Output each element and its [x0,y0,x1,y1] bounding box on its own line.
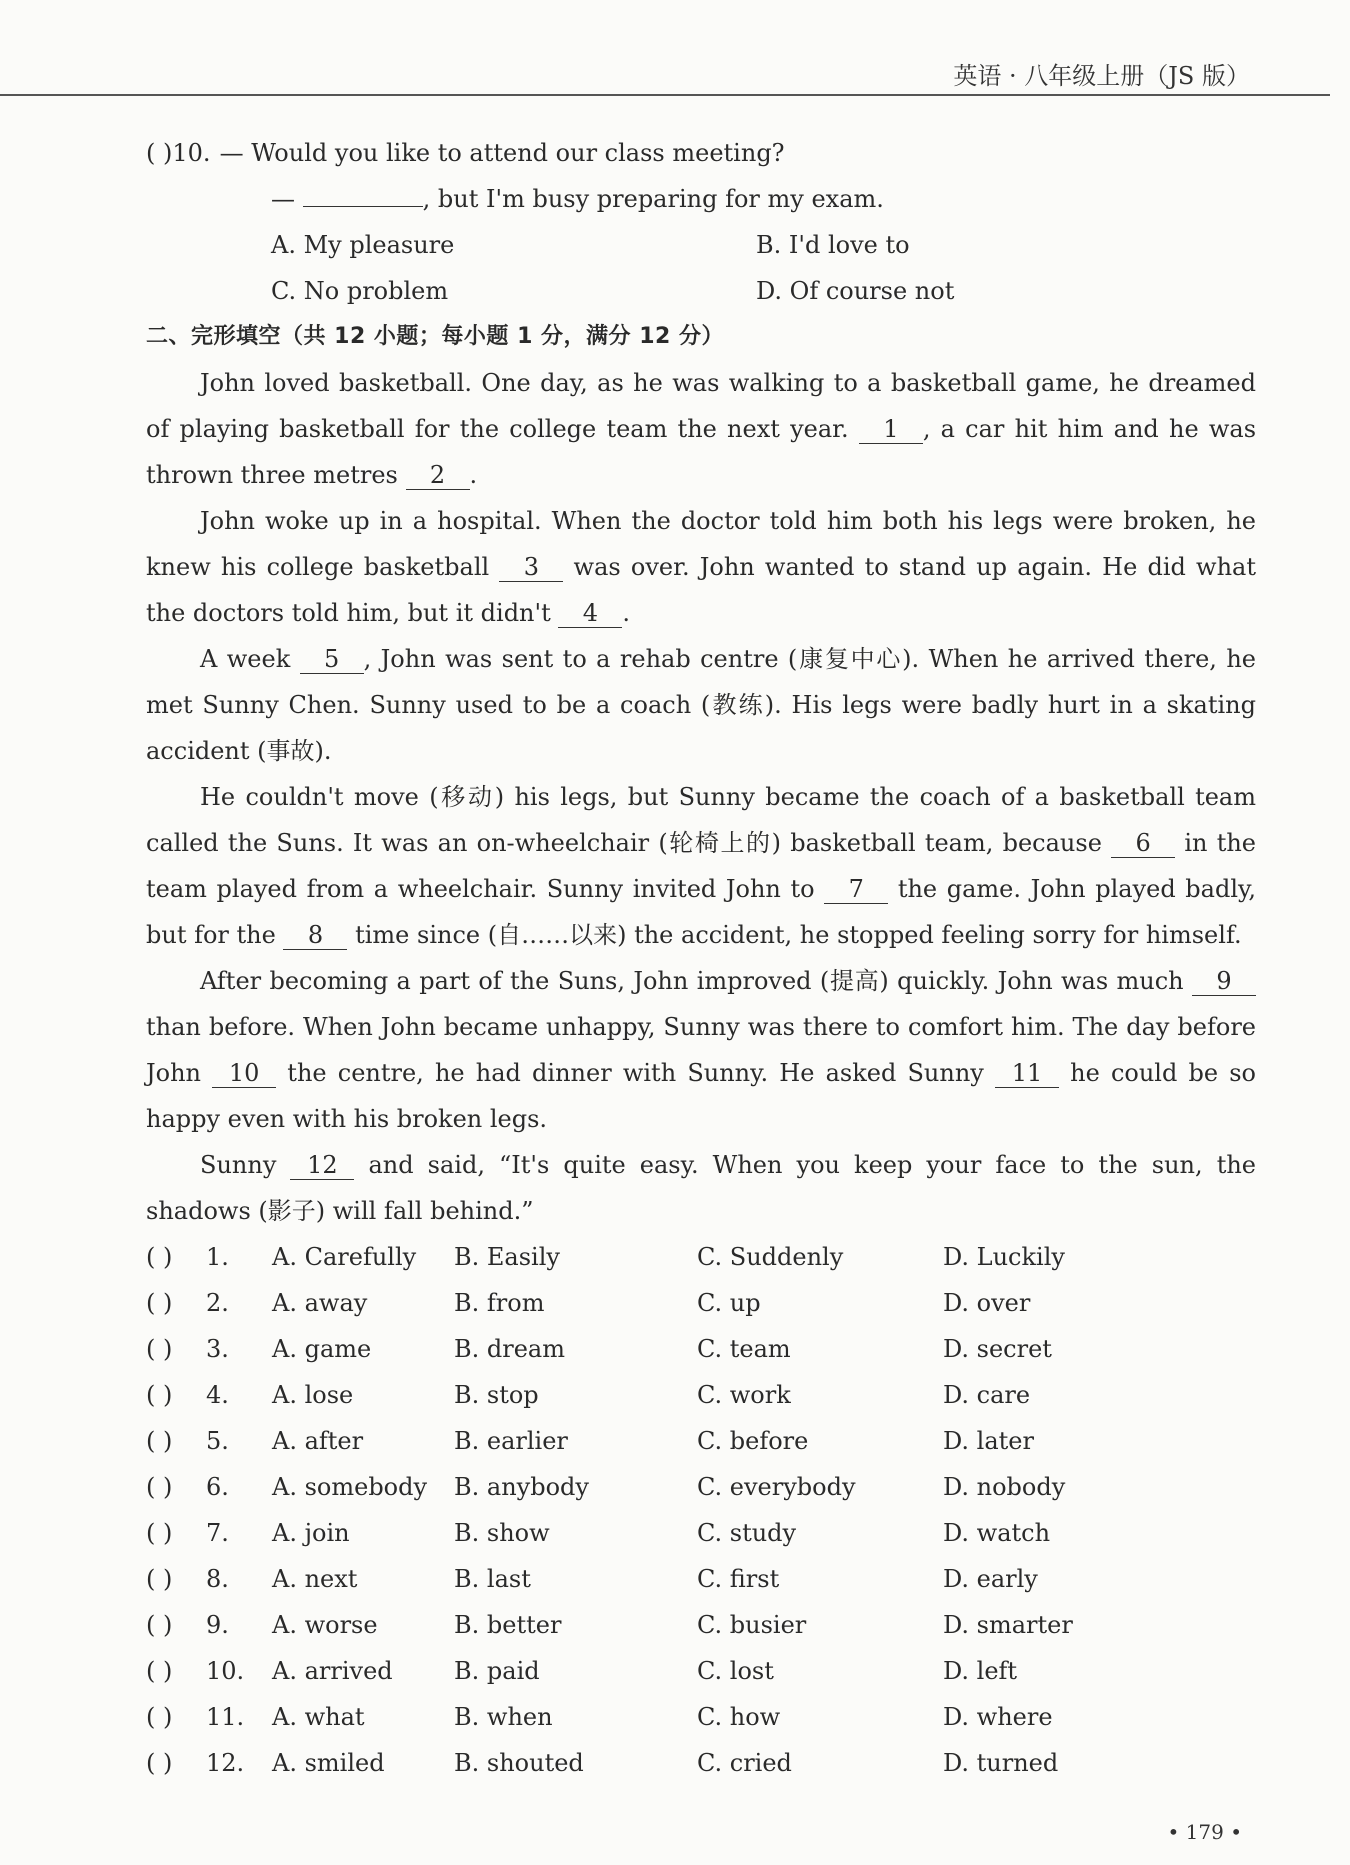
page-header [0,0,1350,95]
question-10 [146,130,1256,314]
question-10-text: — Would you like to attend our class meeting? [219,139,785,167]
blank-10[interactable]: 10 [212,1059,276,1088]
answer-bracket: ( ) [146,1473,173,1501]
option-d[interactable]: D. over [943,1289,1031,1317]
option-d[interactable]: D. secret [943,1335,1052,1363]
blank-6[interactable]: 6 [1111,829,1175,858]
option-a[interactable]: A. what [272,1703,365,1731]
question-number: 5. [206,1427,229,1455]
question-number: 10. [206,1657,245,1685]
text: He couldn't move (移动) his legs, but Sunny became the coach of a basketball team called the Suns. It was an on-wheelchair (轮椅上的) basketball team, because [146,783,1256,857]
option-c[interactable]: C. up [697,1289,761,1317]
text: John loved basketball. One day, as he was walking to a basketball game, he dreamed of playing basketball for the college team the next year. [146,369,1256,443]
options-row-2 [146,268,1256,314]
answer-bracket: ( ) [146,1289,173,1317]
option-d[interactable]: D. where [943,1703,1053,1731]
option-b[interactable]: B. last [454,1565,531,1593]
option-a[interactable]: A. next [272,1565,358,1593]
blank-5[interactable]: 5 [300,645,364,674]
option-a[interactable]: A. join [272,1519,350,1547]
choice-row [146,1418,1256,1464]
text: was over. John wanted to stand up again. He did what the doctors told him, but it didn't [146,553,1257,627]
paragraph-6 [146,1142,1256,1234]
option-a[interactable]: A. worse [272,1611,378,1639]
option-c[interactable]: C. Suddenly [697,1243,844,1271]
answer-bracket: ( ) [146,1427,173,1455]
question-number: 4. [206,1381,229,1409]
option-a[interactable]: A. smiled [272,1749,385,1777]
answer-bracket: ( ) [146,1611,173,1639]
option-b[interactable]: B. stop [454,1381,539,1409]
question-number: 11. [206,1703,245,1731]
answer-bracket: ( ) [146,1381,173,1409]
answer-bracket: ( ) [146,1749,173,1777]
page-content [146,130,1256,1786]
option-c[interactable]: C. how [697,1703,781,1731]
option-a[interactable]: A. Carefully [272,1243,417,1271]
blank-1[interactable]: 1 [859,415,923,444]
option-c[interactable]: C. study [697,1519,797,1547]
choice-row [146,1464,1256,1510]
option-b[interactable]: B. when [454,1703,553,1731]
option-b[interactable]: B. paid [454,1657,540,1685]
text: the game. John played badly, but for the [146,875,1257,949]
blank-8[interactable]: 8 [283,921,347,950]
text: in the team played from a wheelchair. Sunny invited John to [146,829,1257,903]
header-rule [0,94,1330,96]
paragraph-2 [146,498,1256,636]
answer-suffix: , but I'm busy preparing for my exam. [422,185,884,213]
book-title: 英语 · 八年级上册（JS 版） [953,62,1250,90]
option-c[interactable]: C. work [697,1381,791,1409]
blank-4[interactable]: 4 [558,599,622,628]
option-b[interactable]: B. show [454,1519,550,1547]
choice-row [146,1510,1256,1556]
choice-row [146,1648,1256,1694]
choice-row [146,1740,1256,1786]
blank-2[interactable]: 2 [406,461,470,490]
text: , a car hit him and he was thrown three metres [146,415,1257,489]
option-a[interactable]: A. My pleasure [271,231,455,259]
choice-row [146,1280,1256,1326]
question-number: 3. [206,1335,229,1363]
option-b[interactable]: B. from [454,1289,545,1317]
option-d[interactable]: D. nobody [943,1473,1066,1501]
choices-list [146,1234,1256,1786]
answer-bracket: ( )10. [146,139,211,167]
option-c[interactable]: C. lost [697,1657,774,1685]
answer-bracket: ( ) [146,1335,173,1363]
option-c[interactable]: C. everybody [697,1473,856,1501]
option-d[interactable]: D. later [943,1427,1034,1455]
text: and said, “It's quite easy. When you keep your face to the sun, the shadows (影子) will fall behind.” [146,1151,1257,1225]
option-b[interactable]: B. Easily [454,1243,560,1271]
blank-11[interactable]: 11 [995,1059,1059,1088]
blank-9[interactable]: 9 [1192,967,1256,996]
question-10-answer-line [146,176,1256,222]
option-c[interactable]: C. team [697,1335,791,1363]
question-number: 8. [206,1565,229,1593]
option-d[interactable]: D. care [943,1381,1031,1409]
choice-row [146,1234,1256,1280]
text: . [469,461,478,489]
option-c[interactable]: C. cried [697,1749,792,1777]
paragraph-4 [146,774,1256,958]
answer-blank[interactable] [303,206,423,207]
answer-bracket: ( ) [146,1565,173,1593]
option-c[interactable]: C. busier [697,1611,807,1639]
text: Sunny [200,1151,291,1179]
option-d[interactable]: D. turned [943,1749,1059,1777]
option-c[interactable]: C. before [697,1427,809,1455]
option-a[interactable]: A. somebody [272,1473,428,1501]
option-b[interactable]: B. anybody [454,1473,589,1501]
choice-row [146,1556,1256,1602]
text: A week [200,645,300,673]
question-number: 6. [206,1473,229,1501]
option-a[interactable]: A. lose [272,1381,354,1409]
text: time since (自……以来) the accident, he stopped feeling sorry for himself. [347,921,1242,949]
option-d[interactable]: D. Luckily [943,1243,1065,1271]
answer-bracket: ( ) [146,1703,173,1731]
question-number: 2. [206,1289,229,1317]
section-title: 二、完形填空（共 12 小题；每小题 1 分，满分 12 分） [146,324,724,349]
option-c[interactable]: C. No problem [271,277,449,305]
options-row-1 [146,222,1256,268]
text: After becoming a part of the Suns, John improved (提高) quickly. John was much [200,967,1192,995]
paragraph-5 [146,958,1256,1142]
text: than before. When John became unhappy, Sunny was there to comfort him. The day before John [146,1013,1256,1087]
text: , John was sent to a rehab centre (康复中心). When he arrived there, he met Sunny Chen. Sunny used to be a coach (教练). His legs were badly hurt in a skating accident (事故). [146,645,1256,765]
option-d[interactable]: D. watch [943,1519,1051,1547]
option-b[interactable]: B. I'd love to [756,231,910,259]
question-10-stem [146,130,1256,176]
option-d[interactable]: D. smarter [943,1611,1073,1639]
text: John woke up in a hospital. When the doctor told him both his legs were broken, he knew his college basketball [146,507,1256,581]
option-d[interactable]: D. left [943,1657,1018,1685]
choice-row [146,1326,1256,1372]
dash: — [271,185,295,213]
page-number: • 179 • [1167,1820,1242,1844]
option-d[interactable]: D. Of course not [756,277,955,305]
option-a[interactable]: A. game [272,1335,372,1363]
paragraph-3 [146,636,1256,774]
question-number: 7. [206,1519,229,1547]
option-a[interactable]: A. away [272,1289,368,1317]
option-b[interactable]: B. better [454,1611,562,1639]
text: the centre, he had dinner with Sunny. He asked Sunny [276,1059,995,1087]
choice-row [146,1602,1256,1648]
question-number: 12. [206,1749,245,1777]
answer-bracket: ( ) [146,1243,173,1271]
choice-row [146,1372,1256,1418]
option-c[interactable]: C. first [697,1565,780,1593]
text: . [622,599,631,627]
question-number: 9. [206,1611,229,1639]
option-a[interactable]: A. arrived [272,1657,393,1685]
blank-3[interactable]: 3 [499,553,563,582]
choice-row [146,1694,1256,1740]
question-number: 1. [206,1243,229,1271]
paragraph-1 [146,360,1256,498]
answer-bracket: ( ) [146,1519,173,1547]
answer-bracket: ( ) [146,1657,173,1685]
blank-7[interactable]: 7 [824,875,888,904]
option-b[interactable]: B. dream [454,1335,565,1363]
text: he could be so happy even with his broken legs. [146,1059,1256,1133]
blank-12[interactable]: 12 [290,1151,354,1180]
option-b[interactable]: B. shouted [454,1749,584,1777]
option-a[interactable]: A. after [272,1427,364,1455]
option-d[interactable]: D. early [943,1565,1038,1593]
option-b[interactable]: B. earlier [454,1427,568,1455]
